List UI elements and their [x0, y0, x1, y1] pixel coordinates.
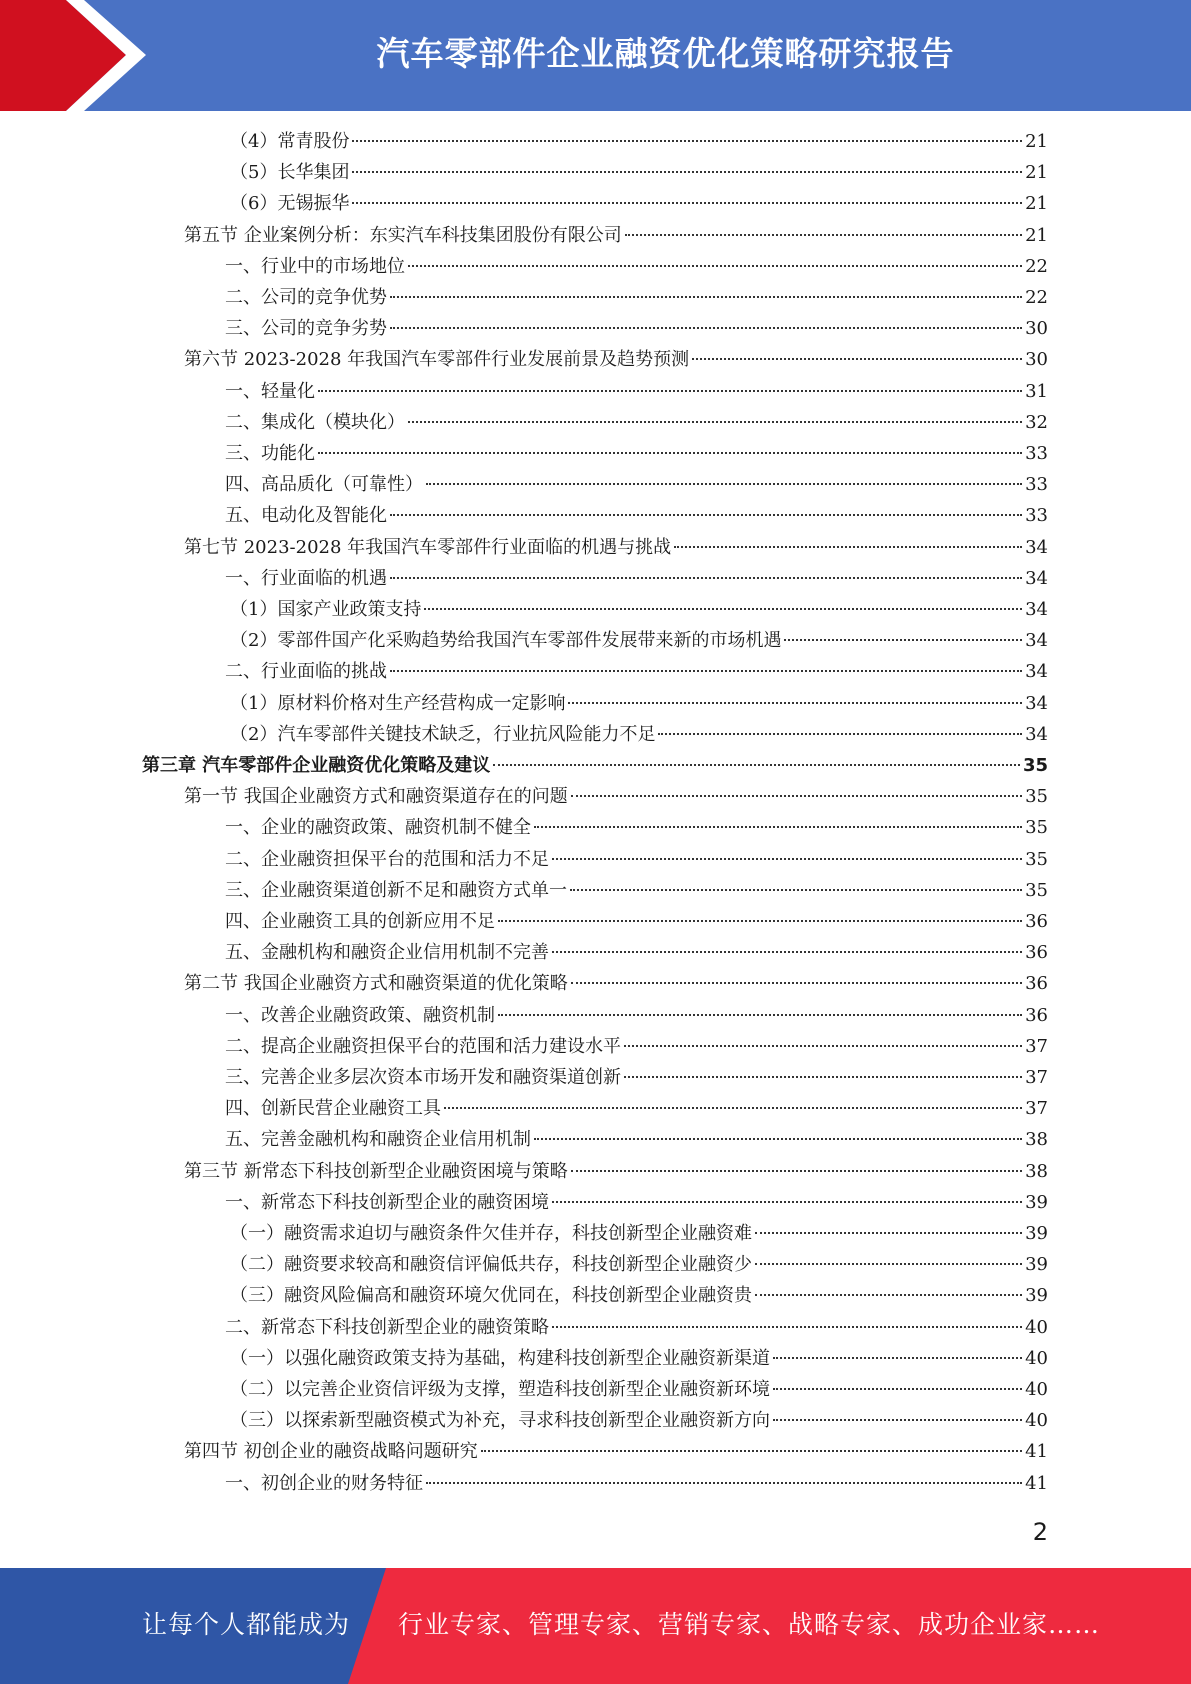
toc-entry-title: 第三节 新常态下科技创新型企业融资困境与策略 [184, 1160, 568, 1182]
footer-slogan-left: 让每个人都能成为 [142, 1610, 351, 1639]
toc-entry[interactable] [225, 1093, 1048, 1124]
toc-entry-title: （二）以完善企业资信评级为支撑，塑造科技创新型企业融资新环境 [230, 1379, 770, 1400]
toc-dot-leader [444, 1107, 1022, 1109]
toc-entry-page: 40 [1025, 1379, 1048, 1400]
toc-entry-title: 二、新常态下科技创新型企业的融资策略 [225, 1316, 549, 1338]
toc-entry-title: 三、企业融资渠道创新不足和融资方式单一 [225, 879, 567, 901]
toc-entry-page: 30 [1025, 349, 1048, 371]
toc-entry-page: 41 [1025, 1441, 1048, 1463]
toc-dot-leader [570, 889, 1022, 891]
toc-entry-page: 33 [1025, 474, 1048, 496]
toc-entry-title: （2）汽车零部件关键技术缺乏，行业抗风险能力不足 [230, 723, 656, 745]
red-arrow-decoration [0, 0, 160, 111]
toc-entry[interactable] [230, 688, 1048, 719]
header-banner [0, 0, 1191, 111]
toc-entry[interactable] [230, 1374, 1048, 1405]
toc-entry-page: 36 [1025, 973, 1048, 995]
toc-entry[interactable] [230, 1218, 1048, 1249]
toc-entry-title: 一、初创企业的财务特征 [225, 1472, 423, 1494]
toc-entry[interactable] [225, 469, 1048, 500]
toc-entry-title: 一、行业面临的机遇 [225, 567, 387, 589]
toc-entry-page: 33 [1025, 443, 1048, 464]
toc-entry[interactable] [230, 1280, 1048, 1311]
toc-dot-leader [493, 764, 1020, 766]
toc-entry-title: 一、新常态下科技创新型企业的融资困境 [225, 1191, 549, 1213]
toc-entry-page: 33 [1025, 505, 1048, 527]
toc-entry-title: 五、完善金融机构和融资企业信用机制 [225, 1129, 531, 1151]
toc-entry-title: （一）融资需求迫切与融资条件欠佳并存，科技创新型企业融资难 [230, 1223, 752, 1244]
toc-entry[interactable] [142, 750, 1048, 781]
toc-dot-leader [534, 1138, 1022, 1140]
toc-entry-page: 22 [1025, 287, 1048, 308]
toc-entry[interactable] [230, 1343, 1048, 1374]
toc-entry[interactable] [230, 594, 1048, 625]
toc-entry-page: 30 [1025, 318, 1048, 340]
toc-entry[interactable] [225, 1468, 1048, 1499]
toc-entry-title: 三、完善企业多层次资本市场开发和融资渠道创新 [225, 1067, 621, 1088]
toc-dot-leader [318, 452, 1022, 454]
toc-entry[interactable] [225, 407, 1048, 438]
toc-entry[interactable] [225, 1312, 1048, 1343]
toc-entry-page: 21 [1025, 131, 1048, 152]
toc-entry-title: （5）长华集团 [230, 162, 350, 184]
toc-entry[interactable] [230, 1405, 1048, 1436]
toc-dot-leader [784, 639, 1022, 641]
toc-entry-title: 五、金融机构和融资企业信用机制不完善 [225, 942, 549, 964]
toc-dot-leader [552, 951, 1022, 953]
toc-entry[interactable] [225, 906, 1048, 937]
toc-entry[interactable] [225, 1000, 1048, 1031]
toc-dot-leader [773, 1388, 1022, 1390]
toc-entry-title: （三）以探索新型融资模式为补充，寻求科技创新型企业融资新方向 [230, 1410, 770, 1432]
toc-entry-page: 35 [1025, 848, 1048, 870]
toc-entry[interactable] [225, 563, 1048, 594]
toc-entry[interactable] [184, 532, 1048, 563]
toc-entry[interactable] [225, 875, 1048, 906]
page-number: 2 [1032, 1518, 1048, 1546]
toc-dot-leader [568, 702, 1022, 704]
toc-dot-leader [552, 858, 1022, 860]
toc-entry-page: 21 [1025, 193, 1048, 215]
toc-entry-page: 34 [1025, 536, 1048, 558]
toc-entry[interactable] [225, 812, 1048, 843]
toc-entry-title: （4）常青股份 [230, 131, 350, 152]
toc-dot-leader [408, 421, 1022, 423]
toc-entry[interactable] [225, 376, 1048, 407]
toc-entry[interactable] [184, 344, 1048, 375]
toc-dot-leader [755, 1263, 1022, 1265]
toc-dot-leader [571, 1170, 1022, 1172]
toc-entry[interactable] [225, 1031, 1048, 1062]
toc-dot-leader [424, 608, 1022, 610]
toc-entry-title: 一、改善企业融资政策、融资机制 [225, 1004, 495, 1026]
toc-entry-title: 四、企业融资工具的创新应用不足 [225, 911, 495, 932]
toc-entry-page: 36 [1025, 911, 1048, 932]
toc-entry[interactable] [225, 313, 1048, 344]
toc-entry-title: （1）国家产业政策支持 [230, 599, 422, 620]
toc-dot-leader [426, 1482, 1022, 1484]
toc-dot-leader [625, 234, 1022, 236]
toc-entry-page: 35 [1022, 755, 1048, 776]
toc-entry-title: （三）融资风险偏高和融资环境欠优同在，科技创新型企业融资贵 [230, 1285, 752, 1307]
toc-entry-page: 37 [1025, 1067, 1048, 1088]
toc-entry[interactable] [230, 625, 1048, 656]
toc-entry-page: 41 [1025, 1472, 1048, 1494]
toc-entry-title: 第七节 2023-2028 年我国汽车零部件行业面临的机遇与挑战 [184, 536, 672, 558]
toc-entry[interactable] [184, 1436, 1048, 1467]
toc-entry-page: 35 [1025, 879, 1048, 901]
toc-entry-title: （6）无锡振华 [230, 193, 350, 215]
toc-entry-title: 一、行业中的市场地位 [225, 255, 405, 277]
toc-entry[interactable] [225, 282, 1048, 313]
toc-entry-title: 三、公司的竞争劣势 [225, 318, 387, 340]
toc-entry-title: 二、集成化（模块化） [225, 411, 405, 433]
toc-entry-title: 一、轻量化 [225, 380, 315, 402]
toc-entry-title: 二、企业融资担保平台的范围和活力不足 [225, 848, 549, 870]
toc-dot-leader [352, 140, 1022, 142]
toc-dot-leader [674, 546, 1022, 548]
toc-entry[interactable] [225, 438, 1048, 469]
footer-banner [0, 1568, 1191, 1684]
toc-entry[interactable] [184, 1156, 1048, 1187]
toc-dot-leader [390, 327, 1022, 329]
toc-dot-leader [773, 1357, 1022, 1359]
toc-entry[interactable] [184, 968, 1048, 999]
toc-entry[interactable] [184, 220, 1048, 251]
toc-entry-page: 36 [1025, 1004, 1048, 1026]
toc-entry-title: （二）融资要求较高和融资信评偏低共存，科技创新型企业融资少 [230, 1254, 752, 1276]
toc-dot-leader [498, 920, 1022, 922]
toc-entry-page: 35 [1025, 817, 1048, 839]
toc-entry[interactable] [225, 1124, 1048, 1155]
toc-entry-title: 一、企业的融资政策、融资机制不健全 [225, 817, 531, 839]
toc-entry-page: 37 [1025, 1098, 1048, 1120]
toc-entry-page: 39 [1025, 1191, 1048, 1213]
toc-entry-page: 34 [1025, 692, 1048, 714]
toc-entry-page: 40 [1025, 1316, 1048, 1338]
toc-entry[interactable] [225, 937, 1048, 968]
toc-entry[interactable] [230, 126, 1048, 157]
toc-dot-leader [390, 670, 1022, 672]
footer-slogan-right: 行业专家、管理专家、营销专家、战略专家、成功企业家…… [398, 1610, 1101, 1639]
toc-dot-leader [408, 265, 1022, 267]
toc-dot-leader [552, 1201, 1022, 1203]
toc-entry[interactable] [225, 1062, 1048, 1093]
toc-dot-leader [571, 795, 1022, 797]
toc-entry[interactable] [230, 157, 1048, 188]
toc-entry-page: 40 [1025, 1410, 1048, 1432]
toc-entry[interactable] [230, 1249, 1048, 1280]
toc-entry-title: 第三章 汽车零部件企业融资优化策略及建议 [142, 755, 491, 776]
toc-dot-leader [426, 483, 1022, 485]
toc-entry-title: （2）零部件国产化采购趋势给我国汽车零部件发展带来新的市场机遇 [230, 630, 782, 652]
toc-entry-page: 39 [1025, 1223, 1048, 1244]
toc-entry-title: 第五节 企业案例分析：东实汽车科技集团股份有限公司 [184, 224, 622, 246]
toc-entry-page: 22 [1025, 255, 1048, 277]
toc-entry-title: 四、高品质化（可靠性） [225, 474, 423, 496]
toc-entry[interactable] [230, 188, 1048, 219]
toc-dot-leader [390, 296, 1022, 298]
toc-entry-page: 34 [1025, 567, 1048, 589]
toc-dot-leader [773, 1419, 1022, 1421]
toc-entry-page: 34 [1025, 630, 1048, 652]
toc-entry-title: 四、创新民营企业融资工具 [225, 1098, 441, 1120]
toc-dot-leader [755, 1232, 1022, 1234]
toc-entry-title: 三、功能化 [225, 443, 315, 464]
toc-entry-page: 34 [1025, 723, 1048, 745]
toc-entry-page: 38 [1025, 1129, 1048, 1151]
toc-entry-title: 第四节 初创企业的融资战略问题研究 [184, 1441, 478, 1463]
toc-dot-leader [755, 1294, 1022, 1296]
toc-entry[interactable] [225, 844, 1048, 875]
toc-entry-page: 35 [1025, 786, 1048, 808]
toc-dot-leader [552, 1326, 1022, 1328]
toc-dot-leader [481, 1450, 1022, 1452]
toc-entry[interactable] [225, 656, 1048, 687]
toc-dot-leader [498, 1014, 1022, 1016]
toc-entry-title: （一）以强化融资政策支持为基础，构建科技创新型企业融资新渠道 [230, 1347, 770, 1369]
toc-entry-title: 二、公司的竞争优势 [225, 287, 387, 308]
toc-entry-page: 21 [1025, 162, 1048, 184]
toc-entry-title: 第一节 我国企业融资方式和融资渠道存在的问题 [184, 786, 568, 808]
toc-entry-title: 五、电动化及智能化 [225, 505, 387, 527]
toc-entry-page: 37 [1025, 1035, 1048, 1057]
toc-entry-title: 第二节 我国企业融资方式和融资渠道的优化策略 [184, 973, 568, 995]
toc-entry[interactable] [225, 251, 1048, 282]
toc-dot-leader [692, 358, 1022, 360]
toc-entry-title: 二、提高企业融资担保平台的范围和活力建设水平 [225, 1035, 621, 1057]
toc-dot-leader [534, 826, 1022, 828]
toc-dot-leader [624, 1076, 1022, 1078]
toc-entry-page: 36 [1025, 942, 1048, 964]
toc-entry-page: 21 [1025, 224, 1048, 246]
toc-entry-title: （1）原材料价格对生产经营构成一定影响 [230, 692, 566, 714]
toc-dot-leader [571, 982, 1022, 984]
toc-entry-title: 第六节 2023-2028 年我国汽车零部件行业发展前景及趋势预测 [184, 349, 690, 371]
toc-entry[interactable] [225, 1187, 1048, 1218]
toc-dot-leader [352, 171, 1022, 173]
toc-dot-leader [318, 390, 1022, 392]
toc-entry-page: 40 [1025, 1347, 1048, 1369]
toc-entry-page: 32 [1025, 411, 1048, 433]
toc-dot-leader [658, 733, 1022, 735]
toc-entry-title: 二、行业面临的挑战 [225, 661, 387, 683]
toc-entry[interactable] [184, 781, 1048, 812]
toc-entry-page: 38 [1025, 1160, 1048, 1182]
toc-entry[interactable] [225, 500, 1048, 531]
toc-entry[interactable] [230, 719, 1048, 750]
toc-entry-page: 34 [1025, 661, 1048, 683]
toc-dot-leader [390, 577, 1022, 579]
toc-entry-page: 31 [1025, 380, 1048, 402]
toc-entry-page: 39 [1025, 1285, 1048, 1307]
toc-dot-leader [390, 514, 1022, 516]
toc-entry-page: 39 [1025, 1254, 1048, 1276]
toc-dot-leader [352, 202, 1022, 204]
report-title: 汽车零部件企业融资优化策略研究报告 [376, 34, 955, 73]
toc-entry-page: 34 [1025, 599, 1048, 620]
toc-dot-leader [624, 1045, 1022, 1047]
